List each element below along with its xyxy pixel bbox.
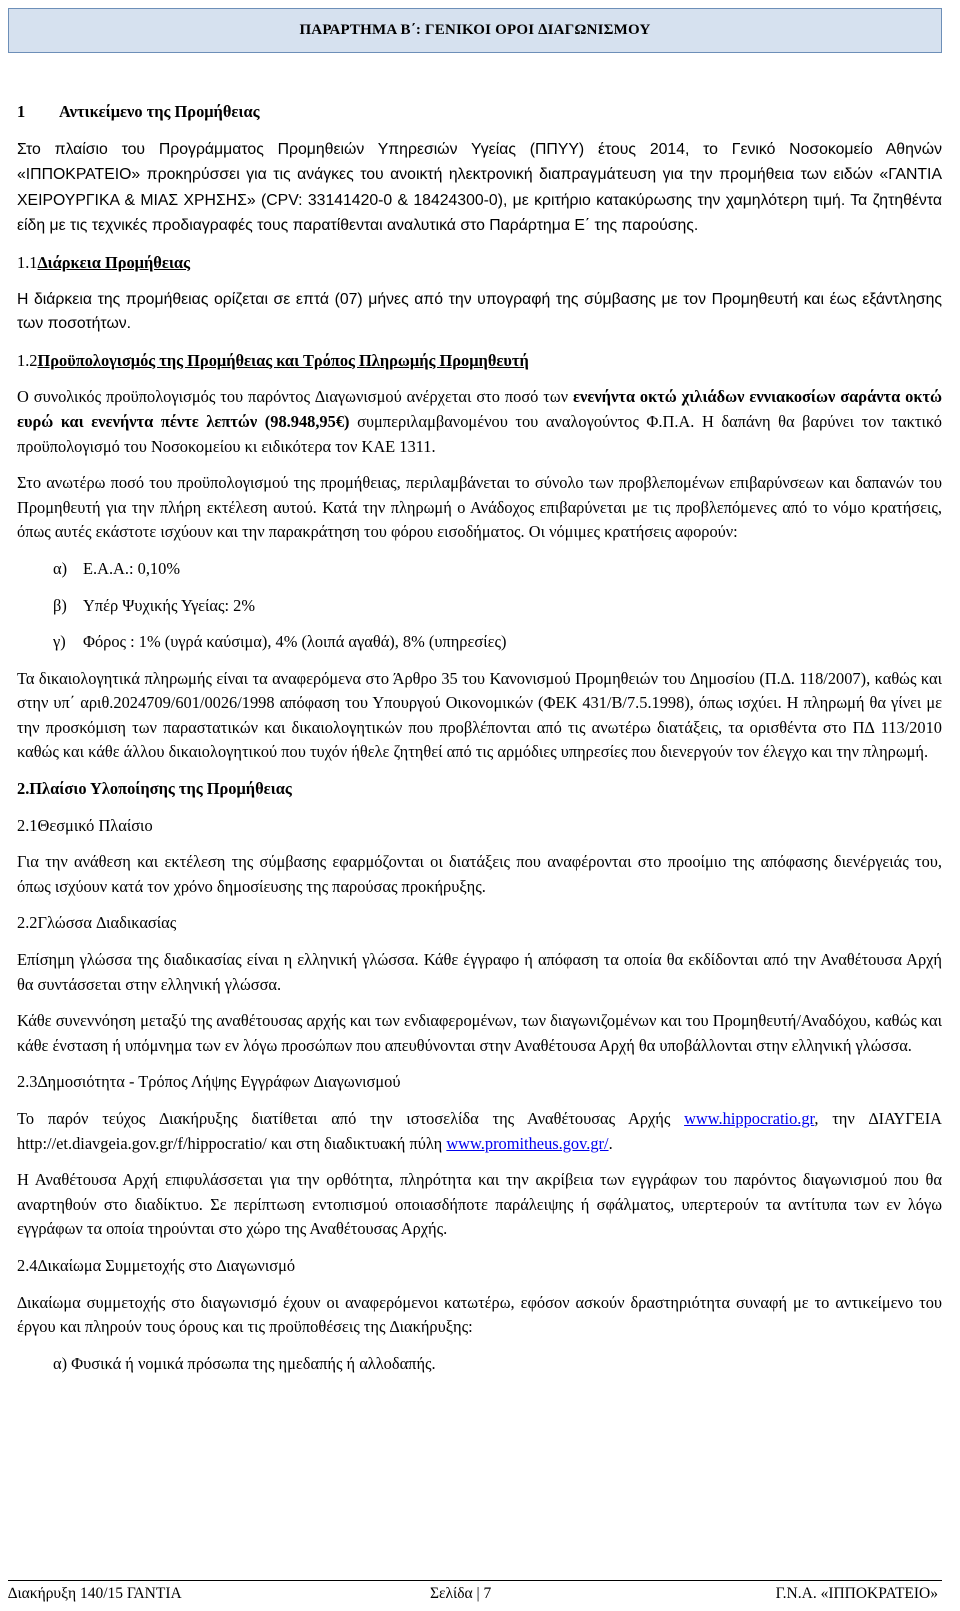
budget-paragraph — [17, 385, 942, 459]
publicity-text-a: Το παρόν τεύχος ∆ιακήρυξης διατίθεται από την ιστοσελίδα της Αναθέτουσας Αρχής — [17, 1109, 685, 1128]
section-1-heading — [17, 100, 942, 125]
appendix-title: ΠΑΡΑΡΤΗΜΑ Β΄: ΓΕΝΙΚΟΙ ΟΡΟΙ ∆ΙΑΓΩΝΙΣΜΟΥ — [299, 22, 651, 38]
section-2-3-title: ∆ημοσιότητα - Τρόπος Λήψης Εγγράφων ∆ιαγωνισμού — [37, 1072, 401, 1092]
deduction-text: Υπέρ Ψυχικής Υγείας: 2% — [83, 595, 255, 615]
section-2-2-number: 2.2 — [17, 913, 38, 933]
section-2-2-title: Γλώσσα ∆ιαδικασίας — [37, 913, 177, 933]
deduction-item — [17, 630, 942, 655]
language-paragraph-2: Κάθε συνεννόηση μεταξύ της αναθέτουσας αρχής και των ενδιαφερομένων, των διαγωνιζομένων και του Προμηθευτή/Αναδόχου, καθώς και κάθε ένσταση ή υπόμνημα των εν λόγω προσώπων που απευθύνονται στην Αναθέτουσα Αρχή θα υποβάλλονται στην ελληνική γλώσσα. — [17, 1011, 942, 1055]
section-1-1-text: Η διάρκεια της προμήθειας ορίζεται σε επτά (07) μήνες από την υπογραφή της σύμβασης με τον Προμηθευτή και έως εξάντλησης των ποσοτήτων. — [17, 290, 942, 333]
payment-documents-paragraph: Τα δικαιολογητικά πληρωμής είναι τα αναφερόμενα στο Άρθρο 35 του Κανονισμού Προμηθειών του ∆ημοσίου (Π.∆. 118/2007), καθώς και στην υπ΄ αριθ.2024709/601/0026/1998 απόφαση του Υπουργού Οικονομικών (ΦΕΚ 431/Β/7.5.1998), όπως ισχύει. Η πληρωμή θα γίνει με την προσκόμιση των παραστατικών και δικαιολογητικών που προβλέπονται από τις ανωτέρω διατάξεις, τα ορισθέντα στο Π∆ 113/2010 καθώς και κάθε άλλου δικαιολογητικού που τυχόν ήθελε ζητηθεί από τις αρμόδιες υπηρεσίες που διενεργούν τον έλεγχο και την πληρωμή. — [17, 668, 942, 762]
section-1-2-number: 1.2 — [17, 350, 38, 370]
section-2-2-heading — [17, 911, 942, 936]
section-2-number: 2. — [17, 779, 30, 799]
page-footer — [8, 1580, 942, 1607]
hippocratio-link[interactable]: www.hippocratio.gr — [684, 1109, 815, 1128]
section-1-2-heading — [17, 349, 942, 374]
appendix-title-banner — [8, 8, 942, 53]
deduction-marker: β) — [53, 595, 67, 615]
section-2-3-number: 2.3 — [17, 1072, 38, 1092]
section-1-1-title: ∆ιάρκεια Προμήθειας — [37, 252, 190, 272]
section-1-paragraph — [17, 137, 942, 239]
charges-paragraph: Στο ανωτέρω ποσό του προϋπολογισμού της προμήθειας, περιλαμβάνεται το σύνολο των προβλεπομένων επιβαρύνσεων και δαπανών του Προμηθευτή για την πλήρη εκτέλεση αυτού. Κατά την πληρωμή ο Ανάδοχος επιβαρύνεται με τις προβλεπόμενες από το νόμο κρατήσεις, όπως αυτές εκάστοτε ισχύουν και την παρακράτηση του φόρου εισοδήματος. Οι νόμιμες κρατήσεις αφορούν: — [17, 473, 942, 542]
section-1-number: 1 — [17, 102, 26, 121]
promitheus-link[interactable]: www.promitheus.gov.gr/ — [446, 1133, 609, 1153]
footer-document-ref: ∆ιακήρυξη 140/15 ΓΑΝΤΙΑ — [8, 1585, 182, 1602]
budget-text-a: Ο συνολικός προϋπολογισμός του παρόντος ∆ιαγωνισμού ανέρχεται στο ποσό των — [17, 387, 573, 407]
deduction-item — [17, 594, 942, 619]
deduction-marker: α) — [53, 558, 68, 578]
deduction-item — [17, 557, 942, 582]
section-2-4-number: 2.4 — [17, 1255, 38, 1275]
section-2-1-number: 2.1 — [17, 815, 38, 835]
section-2-1-title: Θεσμικό Πλαίσιο — [37, 815, 153, 835]
budget-text-c: συμπεριλαμβανομένου του αναλογούντος Φ.Π.Α. Η δαπάνη θα βαρύνει τον τακτικό προϋπολογισμό του Νοσοκομείου κι ειδικότερα τον ΚΑΕ 1311. — [17, 411, 942, 456]
publicity-paragraph-2: Η Αναθέτουσα Αρχή επιφυλάσσεται για την ορθότητα, πληρότητα και την ακρίβεια των εγγράφων του παρόντος διαγωνισμού που θα αναρτηθούν στο διαδίκτυο. Σε περίπτωση εντοπισμού οποιασδήποτε παράλειψης ή σφάλματος, υπερτερούν τα αντίτυπα των εν λόγω εγγράφων τα οποία τηρούνται στο χώρο της Αναθέτουσας Αρχής. — [17, 1170, 942, 1239]
section-1-2-title: Προϋπολογισμός της Προμήθειας και Τρόπος Πληρωμής Προμηθευτή — [37, 350, 529, 370]
document-body — [17, 100, 942, 1388]
deduction-marker: γ) — [53, 632, 66, 652]
section-2-1-heading — [17, 814, 942, 839]
section-1-1-number: 1.1 — [17, 252, 38, 272]
deduction-text: Ε.Α.Α.: 0,10% — [83, 558, 180, 578]
publicity-text-c: . — [608, 1133, 613, 1153]
section-1-1-heading — [17, 251, 942, 276]
participation-paragraph: ∆ικαίωμα συμμετοχής στο διαγωνισμό έχουν οι αναφερόμενοι κατωτέρω, εφόσον ασκούν δραστηριότητα συναφή με το αντικείμενο του έργου και πληρούν τους όρους και τις προϋποθέσεις της ∆ιακήρυξης: — [17, 1292, 942, 1337]
section-2-4-title: ∆ικαίωμα Συμμετοχής στο ∆ιαγωνισμό — [37, 1255, 296, 1275]
section-2-heading — [17, 777, 942, 802]
language-paragraph-1: Επίσημη γλώσσα της διαδικασίας είναι η ελληνική γλώσσα. Κάθε έγγραφο ή απόφαση τα οποία θα εκδίδονται από την Αναθέτουσα Αρχή θα συντάσσεται στην ελληνική γλώσσα. — [17, 950, 942, 994]
section-2-4-heading — [17, 1254, 942, 1279]
section-2-3-heading — [17, 1070, 942, 1095]
publicity-paragraph-1 — [17, 1107, 942, 1156]
budget-amount-words: ενενήντα οκτώ χιλιάδων εννιακοσίων σαράντα οκτώ ευρώ και ενενήντα πέντε λεπτών — [17, 387, 942, 431]
section-1-text-b: Τα ζητηθέντα είδη με τις τεχνικές προδιαγραφές τους παρατίθενται αναλυτικά στο Παράρτημα Ε΄ της παρούσης. — [17, 191, 942, 235]
section-1-text-a: Στο πλαίσιο του Προγράμματος Προμηθειών Υπηρεσιών Υγείας (ΠΠΥΥ) έτους 2014, το Γενικό Νοσοκομείο Αθηνών «ΙΠΠΟΚΡΑΤΕΙΟ» προκηρύσσει για τις ανάγκες του ανοικτή ηλεκτρονική διαπραγμάτευση για την προμήθεια των ειδών «ΓΑΝΤΙΑ ΧΕΙΡΟΥΡΓΙΚΑ & ΜΙΑΣ ΧΡΗΣΗΣ» (CPV: 33141420-0 & 18424300-0), με κριτήριο κατακύρωσης την χαμηλότερη τιμή. — [17, 140, 942, 209]
participation-item: α) Φυσικά ή νομικά πρόσωπα της ημεδαπής ή αλλοδαπής. — [53, 1353, 436, 1373]
footer-organization: Γ.Ν.Α. «ΙΠΠΟΚΡΑΤΕΙΟ» — [775, 1585, 938, 1602]
footer-page-number: Σελίδα | 7 — [430, 1585, 492, 1602]
publicity-text-b: , την ∆ΙΑΥΓΕΙΑ http://et.diavgeia.gov.gr/f/hippocratio/ και στη διαδικτυακή πύλη — [17, 1109, 942, 1153]
deduction-text: Φόρος : 1% (υγρά καύσιμα), 4% (λοιπά αγαθά), 8% (υπηρεσίες) — [83, 632, 507, 652]
section-2-1-text: Για την ανάθεση και εκτέλεση της σύμβασης εφαρμόζονται οι διατάξεις που αναφέρονται στο προοίμιο της απόφασης διενέργειάς του, όπως ισχύουν κατά τον χρόνο δημοσίευσης της παρούσας προκήρυξης. — [17, 852, 942, 896]
section-2-title: Πλαίσιο Υλοποίησης της Προμήθειας — [29, 779, 292, 799]
budget-amount-figure: (98.948,95€) — [257, 411, 350, 431]
section-1-title: Αντικείμενο της Προμήθειας — [59, 102, 260, 121]
